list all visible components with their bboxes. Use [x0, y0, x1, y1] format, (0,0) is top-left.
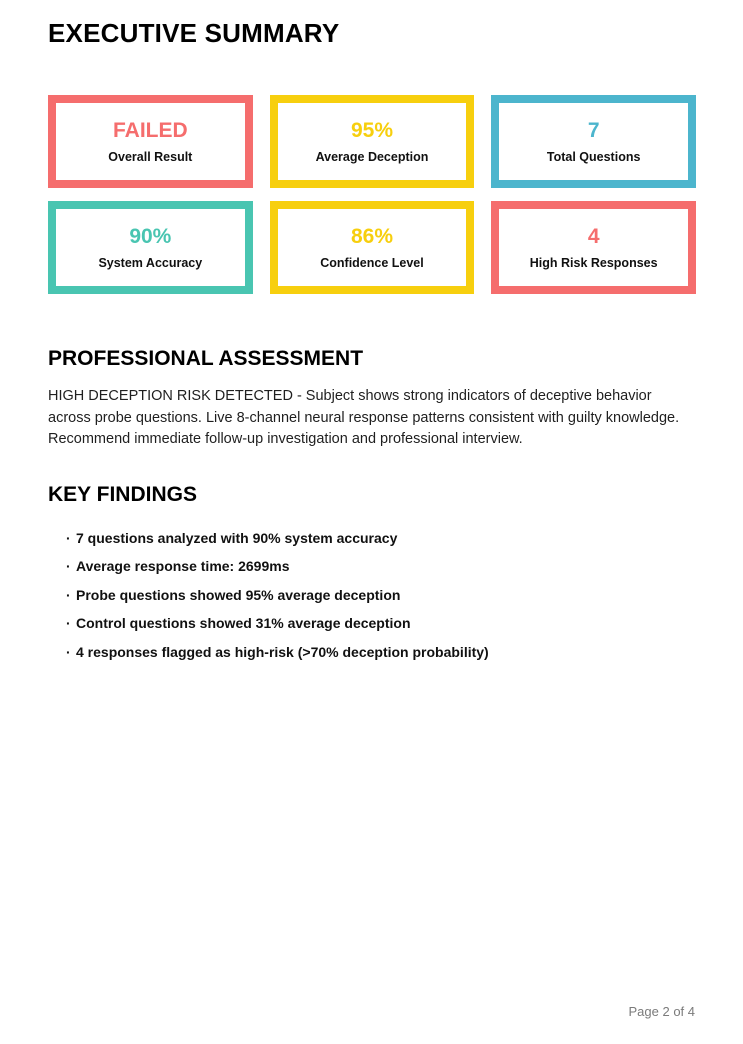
list-item — [66, 556, 696, 576]
card-value: 95% — [350, 119, 393, 142]
finding-text: Control questions showed 31% average deception — [76, 615, 411, 631]
card-label: Average Deception — [315, 150, 429, 164]
list-item — [66, 528, 696, 548]
card-value: 7 — [587, 119, 600, 142]
bullet-dot: · — [66, 586, 71, 603]
list-item — [66, 642, 696, 662]
card-value: 4 — [587, 225, 600, 248]
summary-card-total-questions — [491, 95, 696, 188]
bullet-dot: · — [66, 643, 71, 660]
bullet-dot: · — [66, 529, 71, 546]
list-item — [66, 613, 696, 633]
card-label: High Risk Responses — [529, 256, 658, 270]
card-value: FAILED — [112, 119, 188, 142]
card-value: 90% — [129, 225, 172, 248]
card-label: Total Questions — [546, 150, 641, 164]
summary-card-average-deception — [270, 95, 475, 188]
bullet-dot: · — [66, 615, 71, 631]
card-label: Overall Result — [108, 150, 193, 164]
finding-text: 7 questions analyzed with 90% system accuracy — [76, 529, 398, 546]
summary-cards-grid — [48, 95, 696, 294]
key-findings-list — [48, 528, 696, 662]
page-title: EXECUTIVE SUMMARY — [48, 18, 340, 48]
summary-card-system-accuracy — [48, 201, 253, 294]
bullet-dot: · — [66, 558, 71, 574]
key-findings-heading: KEY FINDINGS — [48, 482, 197, 506]
page-number: Page 2 of 4 — [628, 1004, 695, 1019]
finding-text: 4 responses flagged as high-risk (>70% deception probability) — [76, 643, 489, 660]
finding-text: Average response time: 2699ms — [76, 558, 290, 574]
summary-card-confidence-level — [270, 201, 475, 294]
finding-text: Probe questions showed 95% average deception — [76, 586, 401, 603]
summary-card-overall-result — [48, 95, 253, 188]
assessment-heading: PROFESSIONAL ASSESSMENT — [48, 347, 364, 370]
assessment-body: HIGH DECEPTION RISK DETECTED - Subject shows strong indicators of deceptive behavior across probe questions. Live 8-channel neural response patterns consistent with guilty knowledge. Recommend immediate follow-up investigation and professional interview. — [48, 388, 680, 447]
card-label: System Accuracy — [98, 256, 203, 270]
list-item — [66, 585, 696, 605]
card-label: Confidence Level — [320, 256, 424, 270]
card-value: 86% — [350, 225, 393, 248]
summary-card-high-risk-responses — [491, 201, 696, 294]
